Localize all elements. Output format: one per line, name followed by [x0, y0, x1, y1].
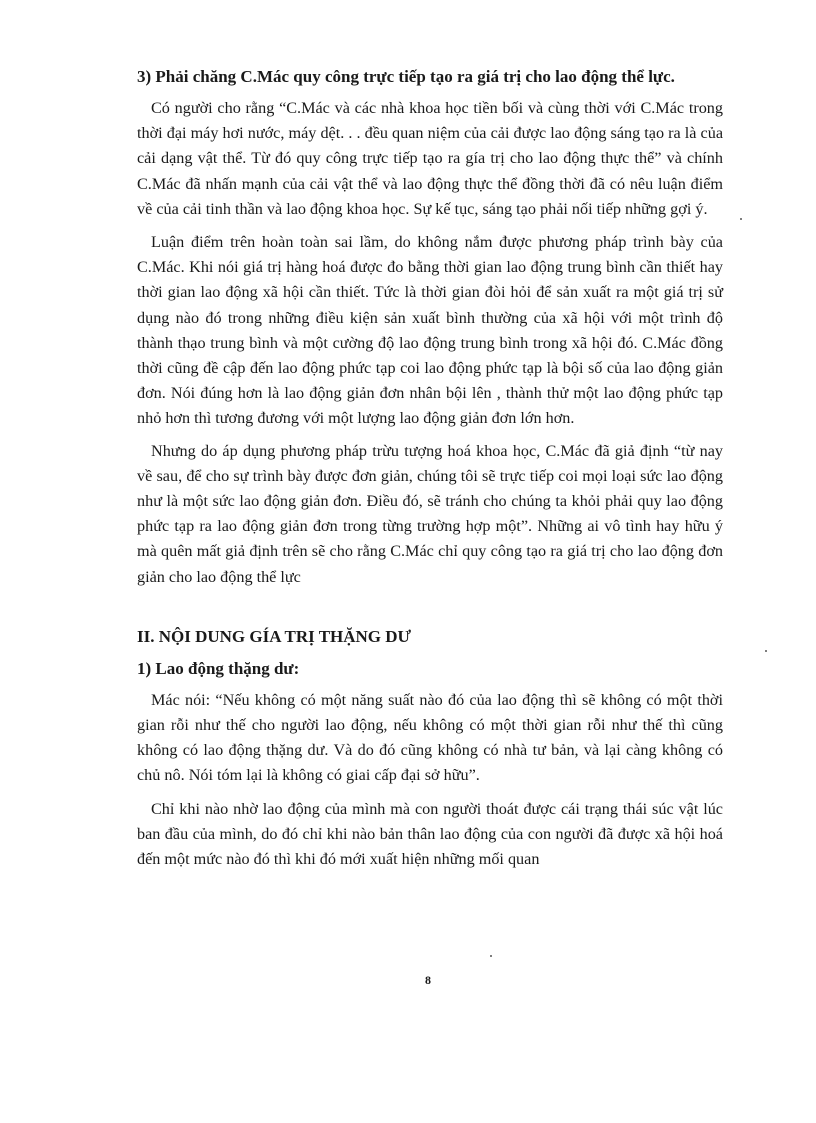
scan-speck — [765, 650, 767, 652]
section-heading: 3) Phải chăng C.Mác quy công trực tiếp tạo ra giá trị cho lao động thể lực. — [137, 67, 675, 86]
scan-speck — [740, 218, 742, 220]
page-number: 8 — [425, 973, 431, 987]
paragraph: Có người cho rằng “C.Mác và các nhà khoa học tiền bối và cùng thời với C.Mác trong thời đại máy hơi nước, máy dệt. . . đều quan niệm của cải được lao động sáng tạo ra là của cải dạng vật thể. Từ đó quy công trực tiếp tạo ra gía trị cho lao động thực thể” và chính C.Mác đã nhấn mạnh của cải vật thể và lao động thực thể đồng thời đã có nêu luận điểm về của cải tinh thần và lao động khoa học. Sự kế tục, sáng tạo phải nối tiếp những gợi ý. — [137, 99, 723, 218]
paragraph: Nhưng do áp dụng phương pháp trừu tượng hoá khoa học, C.Mác đã giả định “từ nay về sau, để cho sự trình bày được đơn giản, chúng tôi sẽ trực tiếp coi mọi loại sức lao động như là một sức lao động giản đơn. Điều đó, sẽ tránh cho chúng ta khỏi phải quy lao động phức tạp ra lao động giản đơn trong từng trường hợp một”. Những ai vô tình hay hữu ý mà quên mất giả định trên sẽ cho rằng C.Mác chỉ quy công tạo ra giá trị cho lao động đơn giản cho lao động thể lực — [137, 441, 723, 586]
paragraph: Chỉ khi nào nhờ lao động của mình mà con người thoát được cái trạng thái súc vật lúc ban đầu của mình, do đó chỉ khi nào bản thân lao động của con người đã được xã hội hoá đến một mức nào đó thì khi đó mới xuất hiện những mối quan — [137, 799, 723, 869]
subsection-heading: 1) Lao động thặng dư: — [137, 658, 300, 678]
paragraph: Mác nói: “Nếu không có một năng suất nào đó của lao động thì sẽ không có một thời gian rỗi như thế cho người lao động, nếu không có một thời gian rỗi như thế thì cũng không có lao động thặng dư. Và do đó cũng không có nhà tư bản, và lại càng không có chủ nô. Nói tóm lại là không có giai cấp đại sở hữu”. — [137, 690, 723, 785]
page-content — [137, 66, 723, 872]
paragraph: Luận điểm trên hoàn toàn sai lầm, do không nắm được phương pháp trình bày của C.Mác. Khi nói giá trị hàng hoá được đo bằng thời gian lao động trung bình cần thiết hay thời gian lao động xã hội cần thiết. Tức là thời gian đòi hỏi để sản xuất ra một giá trị sử dụng nào đó trong những điều kiện sản xuất bình thường của xã hội với một trình độ thành thạo trung bình và một cường độ lao động trung bình trong xã hội đó. C.Mác đồng thời cũng đề cập đến lao động phức tạp coi lao động phức tạp là bội số của lao động giản đơn. Nói đúng hơn là lao động giản đơn nhân bội lên , thành thử một lao động phức tạp nhỏ hơn thì tương đương với một lượng lao động giản đơn lớn hơn. — [137, 233, 723, 428]
scan-speck — [490, 955, 492, 957]
chapter-heading: II. NỘI DUNG GÍA TRỊ THẶNG DƯ — [137, 626, 412, 646]
